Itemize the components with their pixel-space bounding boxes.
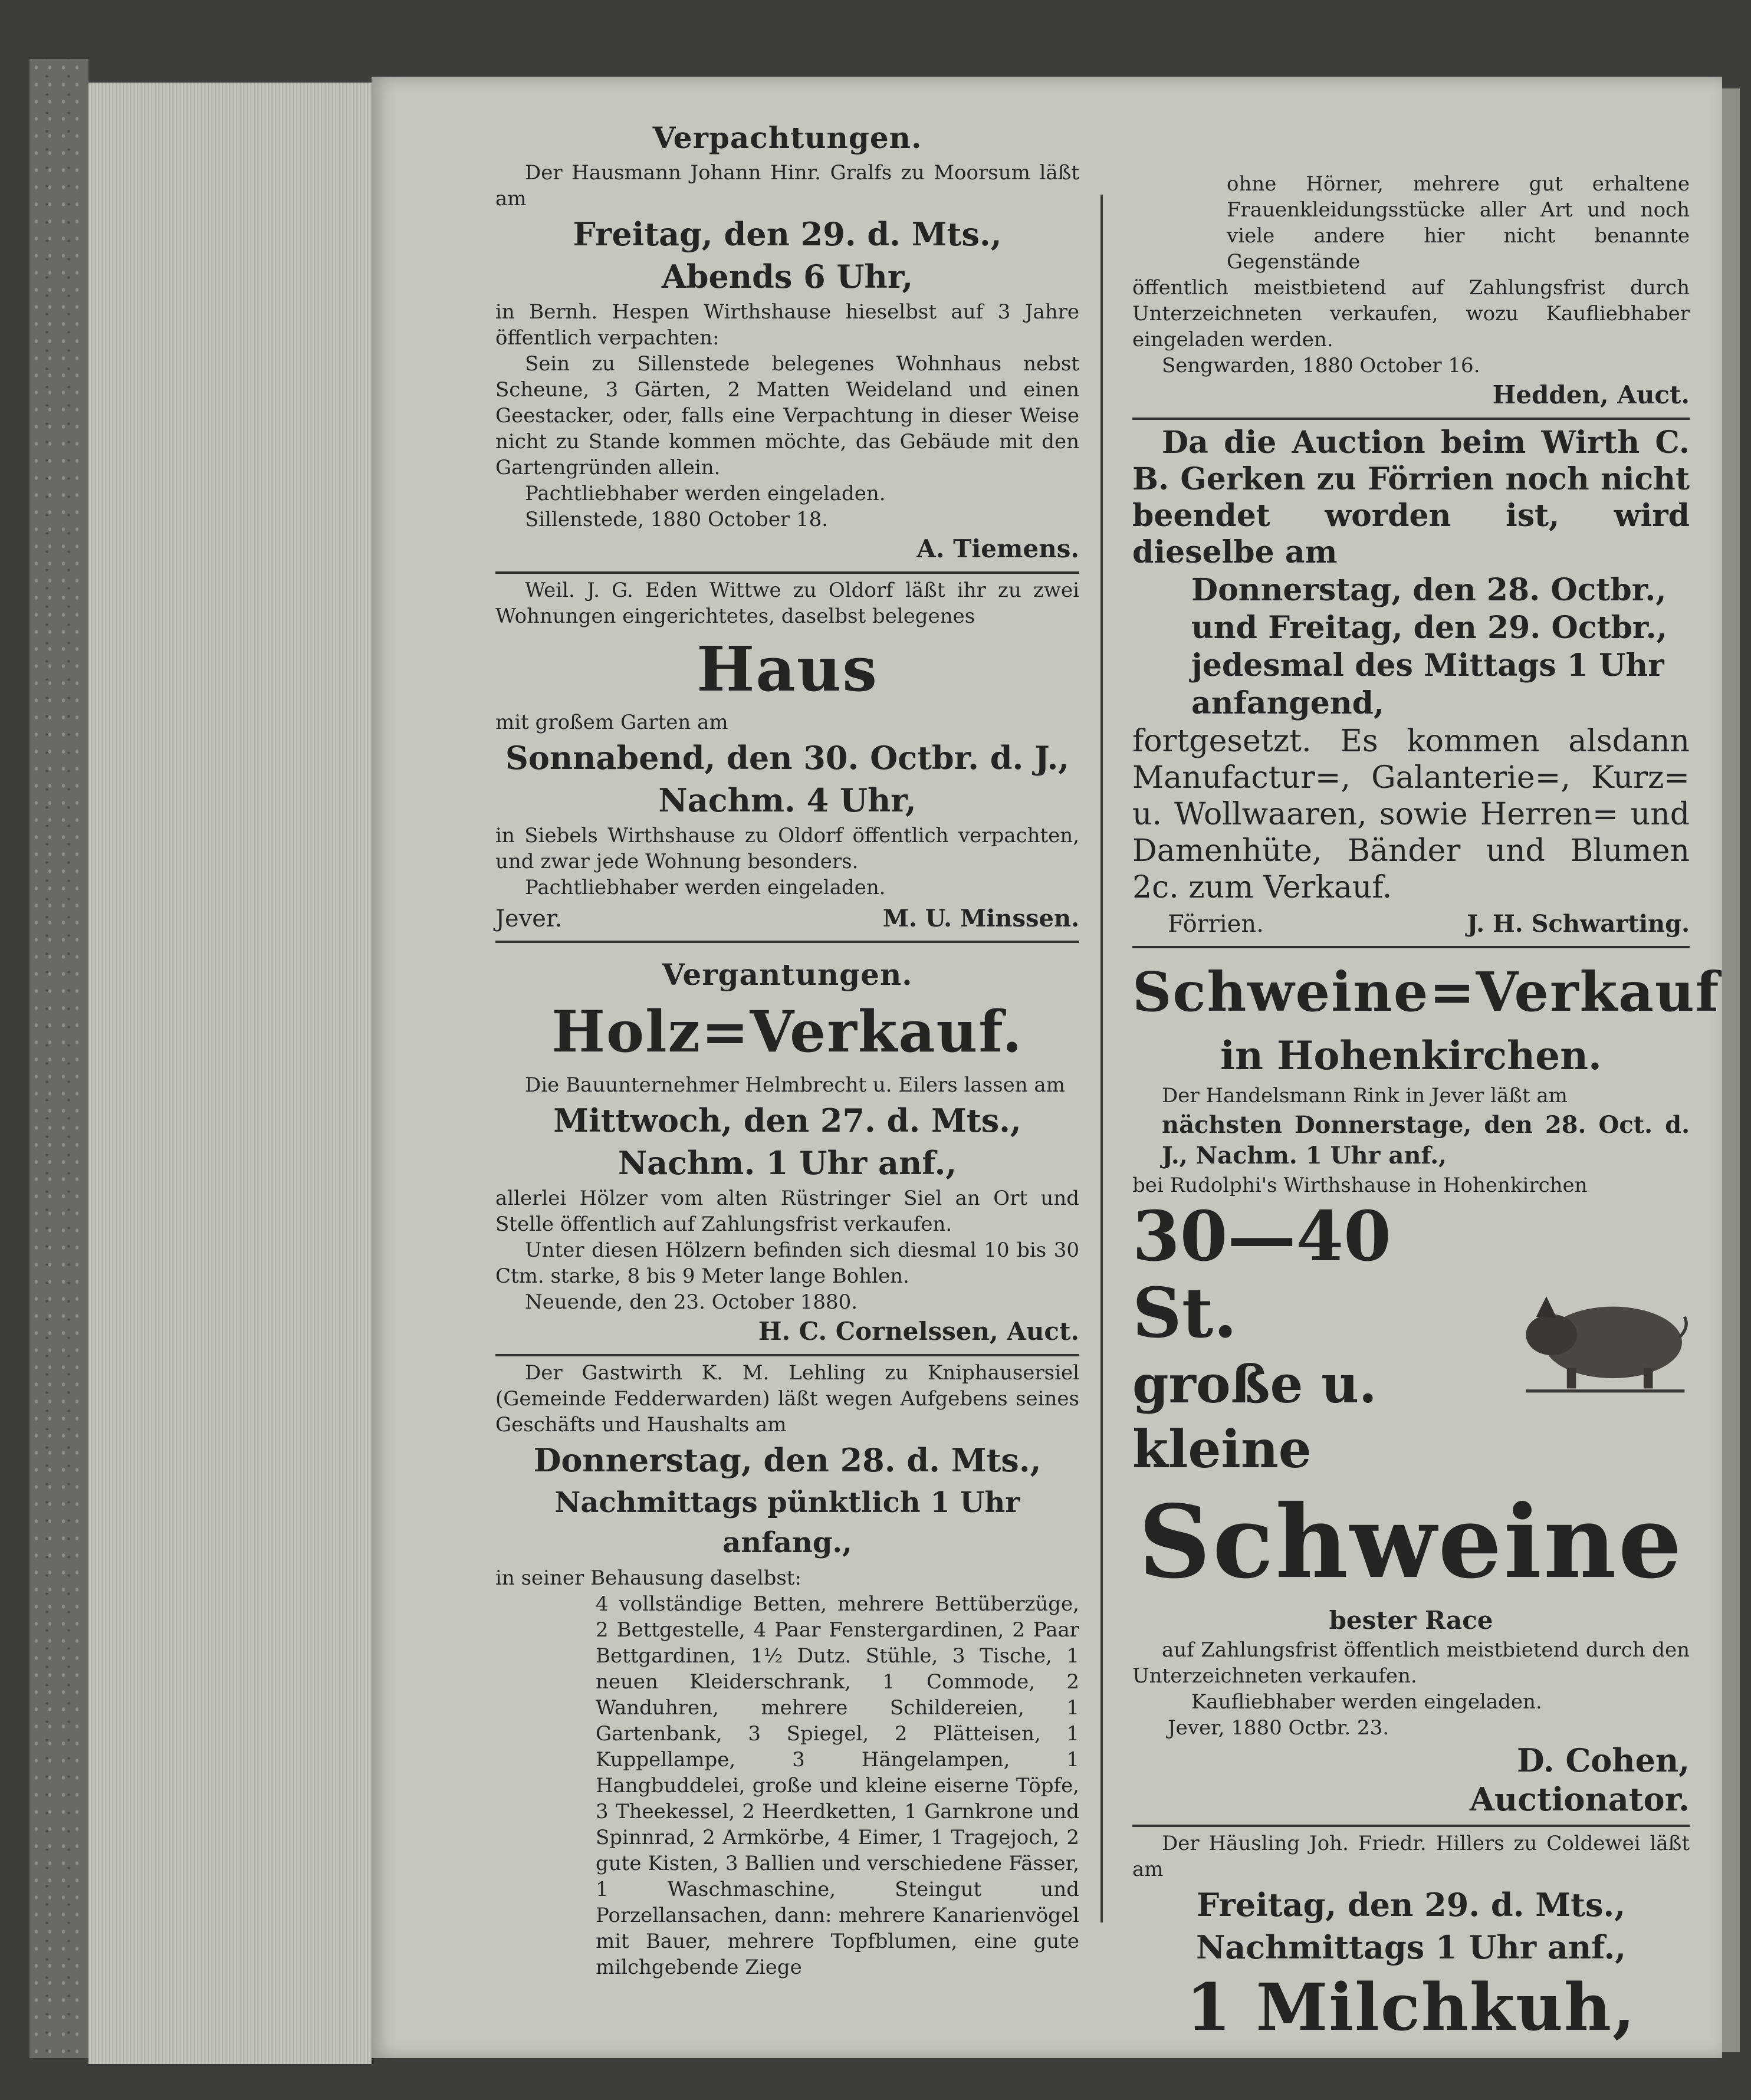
ad-body: Sein zu Sillenstede belegenes Wohnhaus nebst Scheune, 3 Gärten, 2 Matten Weideland und einen Geestacker, oder, falls eine Verpachtung in dieser Weise nicht zu Stande kommen möchte, das Gebäude mit den Gartengründen allein. [495, 352, 1079, 479]
ad-item: 1 Milchkuh, [1185, 1969, 1637, 2045]
ad-signature: J. H. Schwarting. [1467, 910, 1690, 938]
ad-title: Holz=Verkauf. [551, 998, 1023, 1065]
ad-body: fortgesetzt. Es kommen alsdann Manufactur=, Galanterie=, Kurz= u. Wollwaaren, sowie Herren= und Damenhüte, Bänder und Blumen 2c. zum Verkauf. [1132, 724, 1690, 905]
ad-invite: Pachtliebhaber werden eingeladen. [525, 482, 886, 505]
ad-place-date: Sengwarden, 1880 October 16. [1162, 354, 1480, 377]
book-cover-edge [29, 59, 88, 2058]
ad-invite: Kaufliebhaber werden eingeladen. [1191, 1690, 1542, 1714]
ad-items: 4 vollständige Betten, mehrere Bettüberzüge, 2 Bettgestelle, 4 Paar Fenstergardinen, 2 Paar Bettgardinen, 1½ Dutz. Stühle, 3 Tische, 1 neuen Kleiderschrank, 1 Commode, 2 Wanduhren, mehrere Schildereien, 1 Gartenbank, 3 Spiegel, 2 Plätteisen, 1 Kuppellampe, 3 Hängelampen, 1 Hangbuddelei, große und kleine eiserne Töpfe, 3 Theekessel, 2 Heerdketten, 1 Garnkrone und Spinnrad, 2 Armkörbe, 4 Eimer, 1 Tragejoch, 2 gute Kisten, 3 Ballien und verschiedene Fässer, 1 Waschmaschine, Steingut und Porzellansachen, dann: mehrere Kanarienvögel mit Bauer, mehrere Topfblumen, eine gute milchgebende Ziege [596, 1592, 1079, 1979]
ad-items: ohne Hörner, mehrere gut erhaltene Frauenkleidungsstücke aller Art und noch viele andere hier nicht benannte Gegenstände [1227, 172, 1690, 274]
pig-size: große u. kleine [1132, 1353, 1377, 1480]
ad-signature: H. C. Cornelssen, Auct. [758, 1317, 1079, 1346]
ad-date: nächsten Donnerstage, den 28. Oct. d. J., Nachm. 1 Uhr anf., [1162, 1111, 1690, 1169]
ad-place: Förrien. [1168, 911, 1264, 938]
ad-body: öffentlich meistbietend auf Zahlungsfrist durch Unterzeichneten verkaufen, wozu Kaufliebhaber eingeladen werden. [1132, 276, 1690, 351]
page-stack [88, 83, 374, 2064]
ad-invite: Pachtliebhaber werden eingeladen. [525, 876, 886, 899]
ad-time: Nachmittags pünktlich 1 Uhr anfang., [554, 1486, 1020, 1559]
ad-place-date: Jever, 1880 Octbr. 23. [1168, 1716, 1389, 1740]
ad-time: Abends 6 Uhr, [661, 258, 914, 295]
ad-haus-eden [495, 571, 1079, 941]
ad-place: in seiner Behausung daselbst: [495, 1566, 801, 1590]
right-column [1132, 106, 1720, 2053]
ad-signature: M. U. Minssen. [882, 905, 1079, 932]
ad-place-date: Neuende, den 23. October 1880. [525, 1290, 858, 1314]
ad-place-date: Sillenstede, 1880 October 18. [525, 508, 829, 531]
ad-date-line: und Freitag, den 29. Octbr., [1191, 610, 1667, 646]
ad-time-line: jedesmal des Mittags 1 Uhr [1191, 648, 1664, 683]
ad-note: Unter diesen Hölzern befinden sich diesmal 10 bis 30 Ctm. starke, 8 bis 9 Meter lange Bohlen. [495, 1238, 1079, 1288]
ad-signature-title: Auctionator. [1469, 1780, 1690, 1818]
ad-time: Nachm. 4 Uhr, [658, 781, 916, 819]
ad-intro: Der Handelsmann Rink in Jever läßt am [1162, 1084, 1568, 1107]
ad-date: Freitag, den 29. d. Mts., [573, 215, 1002, 253]
left-column [495, 106, 1079, 1986]
ad-lehling-auction [495, 1354, 1079, 1986]
ad-intro: Da die Auction beim Wirth C. B. Gerken zu Förrien noch nicht beendet worden ist, wird dieselbe am [1132, 425, 1690, 570]
ad-intro: Die Bauunternehmer Helmbrecht u. Eilers lassen am [525, 1073, 1065, 1097]
ad-intro: Der Gastwirth K. M. Lehling zu Kniphausersiel (Gemeinde Fedderwarden) läßt wegen Aufgebens seines Geschäfts und Haushalts am [495, 1361, 1079, 1437]
ad-verpachtung-gralfs [495, 106, 1079, 571]
ad-date: Donnerstag, den 28. d. Mts., [533, 1441, 1042, 1479]
ad-date-line: Donnerstag, den 28. Octbr., [1191, 572, 1667, 608]
ad-detail: mit großem Garten am [495, 711, 728, 734]
ad-intro: Der Häusling Joh. Friedr. Hillers zu Coldewei läßt am [1132, 1832, 1690, 1881]
ad-body: in Bernh. Hespen Wirthshause hieselbst auf 3 Jahre öffentlich verpachten: [495, 300, 1079, 350]
ad-place: bei Rudolphi's Wirthshause in Hohenkirchen [1132, 1174, 1588, 1197]
ad-intro: Weil. J. G. Eden Wittwe zu Oldorf läßt ihr zu zwei Wohnungen eingerichtetes, daselbst belegenes [495, 579, 1079, 628]
ad-hillers-milchkuh [1132, 1825, 1690, 2053]
ad-signature-line [1132, 908, 1690, 940]
page-rim [1722, 88, 1740, 2052]
ad-time: Nachmittags 1 Uhr anf., [1195, 1928, 1627, 1966]
pig-count-row [1132, 1198, 1690, 1481]
ad-time: Nachm. 1 Uhr anf., [617, 1144, 957, 1182]
ad-body: in Siebels Wirthshause zu Oldorf öffentlich verpachten, und zwar jede Wohnung besonders. [495, 824, 1079, 873]
ad-signature-line [495, 903, 1079, 935]
ad-body: auf Zahlungsfrist öffentlich meistbietend durch den Unterzeichneten verkaufen. [1132, 1638, 1690, 1688]
pig-count: 30—40 St. [1132, 1197, 1391, 1353]
section-heading-vergantungen: Vergantungen. [662, 957, 913, 992]
ad-signature: Hedden, Auct. [1492, 380, 1690, 409]
column-divider [1100, 195, 1103, 1922]
pig-illustration-icon [1516, 1272, 1690, 1408]
ad-date: Freitag, den 29. d. Mts., [1197, 1886, 1625, 1924]
ad-title: Haus [697, 633, 878, 705]
section-heading-verpachtungen: Verpachtungen. [652, 120, 922, 155]
ad-gerken-auction [1132, 418, 1690, 946]
ad-holz-verkauf [495, 941, 1079, 1354]
ad-lehling-continued [1132, 106, 1690, 418]
ad-intro: Der Hausmann Johann Hinr. Gralfs zu Moorsum läßt am [495, 161, 1079, 211]
ad-time-line: anfangend, [1191, 685, 1385, 721]
ad-schweine-verkauf [1132, 946, 1720, 1825]
ad-signature: A. Tiemens. [916, 534, 1079, 563]
ad-quality: bester Race [1329, 1606, 1493, 1635]
ad-body: allerlei Hölzer vom alten Rüstringer Siel an Ort und Stelle öffentlich auf Zahlungsfrist verkaufen. [495, 1187, 1079, 1236]
ad-date: Mittwoch, den 27. d. Mts., [553, 1102, 1021, 1139]
ad-subtitle: in Hohenkirchen. [1220, 1033, 1602, 1079]
ad-date: Sonnabend, den 30. Octbr. d. J., [505, 739, 1070, 777]
ad-title: Schweine=Verkauf [1132, 960, 1720, 1024]
ad-item: Schweine [1138, 1483, 1684, 1601]
ad-place: Jever. [495, 905, 563, 932]
ad-signature-name: D. Cohen, [1516, 1741, 1690, 1779]
